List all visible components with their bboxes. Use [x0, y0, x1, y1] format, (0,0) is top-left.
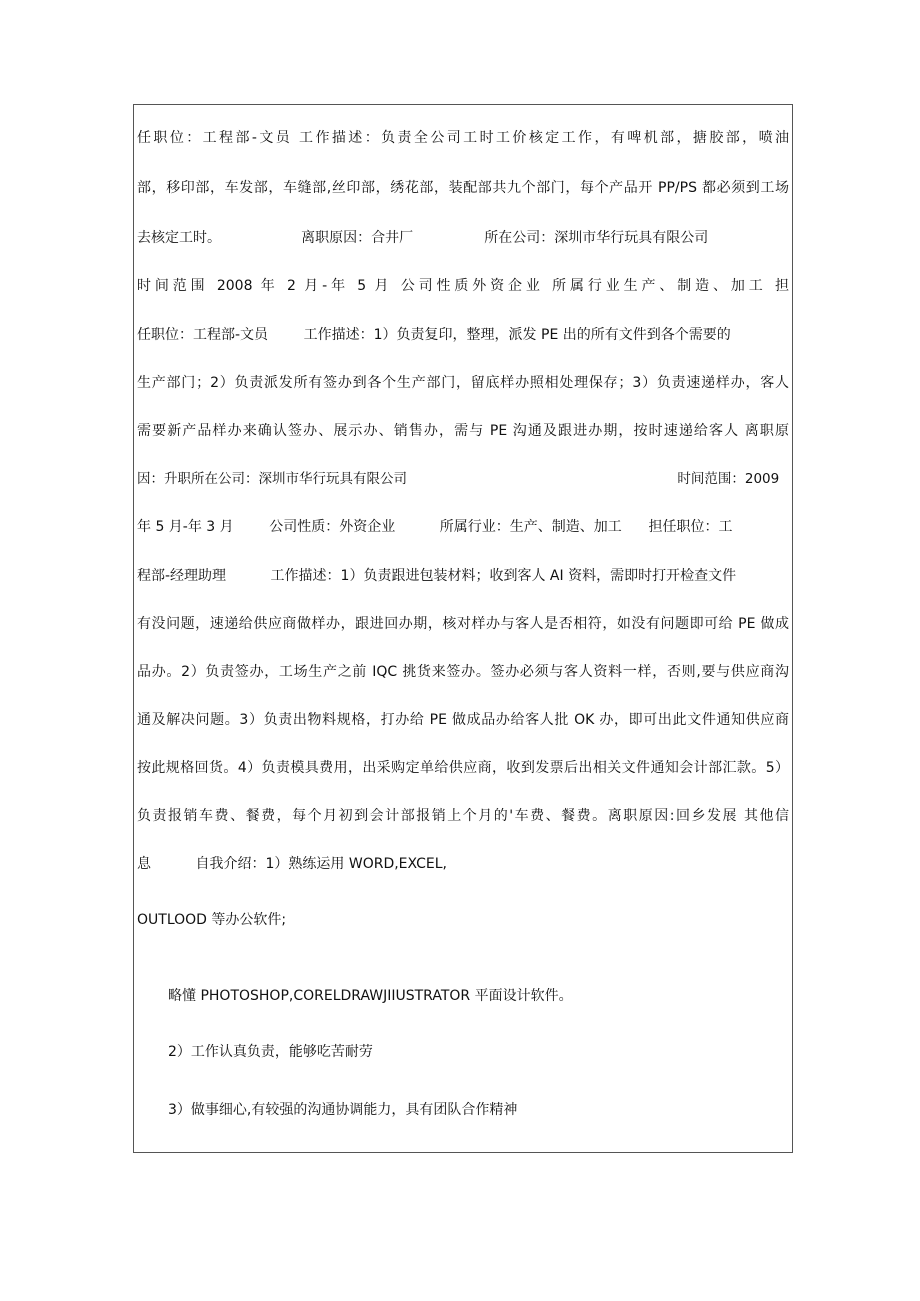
text-line: 因：升职所在公司：深圳市华行玩具有限公司 时间范围：2009 — [137, 471, 780, 487]
text-line: 按此规格回货。4）负责模具费用，出采购定单给供应商，收到发票后出相关文件通知会计部汇款。5） — [137, 760, 789, 776]
text-line: OUTLOOD 等办公软件; — [137, 912, 287, 928]
text-line: 负责报销车费、餐费，每个月初到会计部报销上个月的'车费、餐费。离职原因:回乡发展 其他信 — [137, 808, 789, 824]
text-line: 2）工作认真负责，能够吃苦耐劳 — [168, 1044, 373, 1060]
text-line: 去核定工时。 离职原因：合井厂 所在公司：深圳市华行玩具有限公司 — [137, 230, 709, 246]
text-line: 部，移印部，车发部，车缝部,丝印部，绣花部，装配部共九个部门，每个产品开 PP/PS 都必须到工场 — [137, 180, 789, 196]
text-line: 息 自我介绍：1）熟练运用 WORD,EXCEL, — [137, 856, 447, 872]
text-line: 任职位：工程部-文员 工作描述：负责全公司工时工价核定工作，有啤机部，搪胶部，喷油 — [137, 130, 789, 146]
text-line: 时间范围 2008 年 2 月-年 5 月 公司性质外资企业 所属行业生产、制造、加工 担 — [137, 278, 789, 294]
text-line: 略懂 PHOTOSHOP,CORELDRAWJIIUSTRATOR 平面设计软件。 — [168, 988, 573, 1004]
text-line: 年 5 月-年 3 月 公司性质：外资企业 所属行业：生产、制造、加工 担任职位：工 — [137, 519, 733, 535]
text-line: 生产部门；2）负责派发所有签办到各个生产部门，留底样办照相处理保存；3）负责速递样办，客人 — [137, 375, 789, 391]
text-line: 3）做事细心,有较强的沟通协调能力，具有团队合作精神 — [168, 1102, 518, 1118]
text-line: 有没问题，速递给供应商做样办，跟进回办期，核对样办与客人是否相符，如没有问题即可给 PE 做成 — [137, 616, 789, 632]
text-line: 需要新产品样办来确认签办、展示办、销售办，需与 PE 沟通及跟进办期，按时速递给客人 离职原 — [137, 423, 789, 439]
text-line: 通及解决问题。3）负责出物料规格，打办给 PE 做成品办给客人批 OK 办，即可出此文件通知供应商 — [137, 712, 789, 728]
text-line: 任职位：工程部-文员 工作描述：1）负责复印，整理，派发 PE 出的所有文件到各个需要的 — [137, 327, 731, 343]
text-line: 程部-经理助理 工作描述：1）负责跟进包装材料；收到客人 AI 资料，需即时打开检查文件 — [137, 568, 737, 584]
text-line: 品办。2）负责签办，工场生产之前 IQC 挑货来签办。签办必须与客人资料一样，否则,要与供应商沟 — [137, 664, 789, 680]
